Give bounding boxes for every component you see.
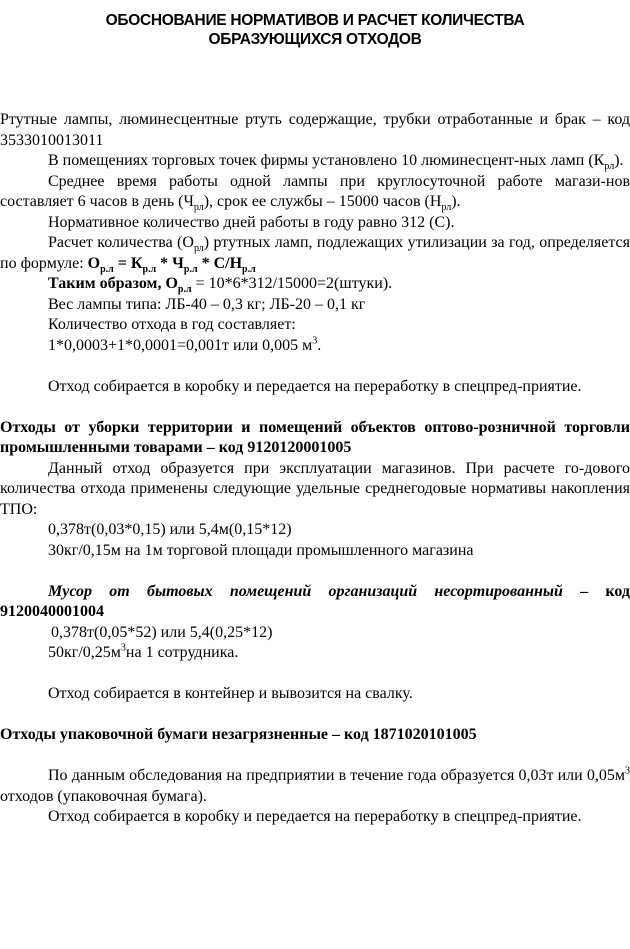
household-paragraph-2: $50кг/0,25м^3на$ 1 сотрудника. [48, 642, 239, 661]
territory-paragraph-3: 30кг/0,15м на 1м торговой площади промышленного магазина [48, 541, 474, 559]
household-paragraph-1: 0,378т(0,05*52) или 5,4(0,25*12) [51, 623, 273, 641]
paper-heading: Отходы упаковочной бумаги незагрязненные – код 1871020101005 [0, 726, 477, 743]
lamps-paragraph-4: Расчет количества $(О_{рл})$ ртутных ламп, подлежащих утилизации за год, определяется по формуле: $О_{р.л} = К_{р.л} * Ч_{р.л} * С/Н_{р.л}$ [0, 234, 630, 275]
lamps-paragraph-8: 1*0,0003+1*0,0001=0,001т или 0,005 $м^3$. [48, 335, 322, 354]
lamps-paragraph-9: Отход собирается в коробку и передается на переработку в спецпред-приятие. [48, 377, 582, 395]
lamps-paragraph-1: В помещениях торговых точек фирмы установлено 10 люминесцент-ных ламп $(К_{рл})$. [48, 152, 624, 173]
territory-paragraph-1: Данный отход образуется при эксплуатации магазинов. При расчете го-дового количества отхода применены следующие удельные среднегодовые нормативы накопления ТПО: [0, 459, 630, 518]
lamps-paragraph-6: Вес лампы типа: ЛБ-40 – 0,3 кг; ЛБ-20 – 0,1 кг [48, 295, 366, 313]
lamps-formula: $О_{р.л} = К_{р.л} * Ч_{р.л} * С/Н_{р.л}$ [87, 254, 256, 275]
household-heading: Мусор от бытовых помещений организаций несортированный – код 9120040001004 [0, 582, 630, 620]
lamps-paragraph-3: Нормативное количество дней работы в году равно 312 (С). [48, 213, 455, 231]
household-paragraph-3: Отход собирается в контейнер и вывозится на свалку. [48, 685, 413, 702]
lamps-paragraph-2: Среднее время работы одной лампы при круглосуточной работе магази-нов составляет 6 часов в день $(Ч_{рл})$, срок ее службы – 15000 часов $(Н_{рл})$. [0, 172, 630, 214]
lamps-paragraph-5: Таким образом, $О_{р.л}$ = 10*6*312/15000=2(штуки). [48, 275, 393, 296]
page-title-line2: ОБРАЗУЮЩИХСЯ ОТХОДОВ [208, 31, 422, 48]
document-body [0, 110, 630, 828]
page-title-line1: ОБОСНОВАНИЕ НОРМАТИВОВ И РАСЧЕТ КОЛИЧЕСТВА [105, 12, 525, 29]
lamps-heading: Ртутные лампы, люминесцентные ртуть содержащие, трубки отработанные и брак – код 3533010013011 [0, 111, 630, 149]
paper-paragraph-2: Отход собирается в коробку и передается на переработку в спецпред-приятие. [48, 808, 582, 825]
page-title [0, 0, 630, 49]
lamps-paragraph-7: Количество отхода в год составляет: [48, 316, 296, 333]
paper-paragraph-1: По данным обследования на предприятии в течение года образуется 0,03т или $0,05м^3$ отходов (упаковочная бумага). [0, 765, 630, 805]
territory-heading: Отходы от уборки территории и помещений объектов оптово-розничной торговли промышленными товарами – код 9120120001005 [0, 418, 630, 456]
territory-paragraph-2: 0,378т(0,03*0,15) или 5,4м(0,15*12) [48, 521, 292, 538]
